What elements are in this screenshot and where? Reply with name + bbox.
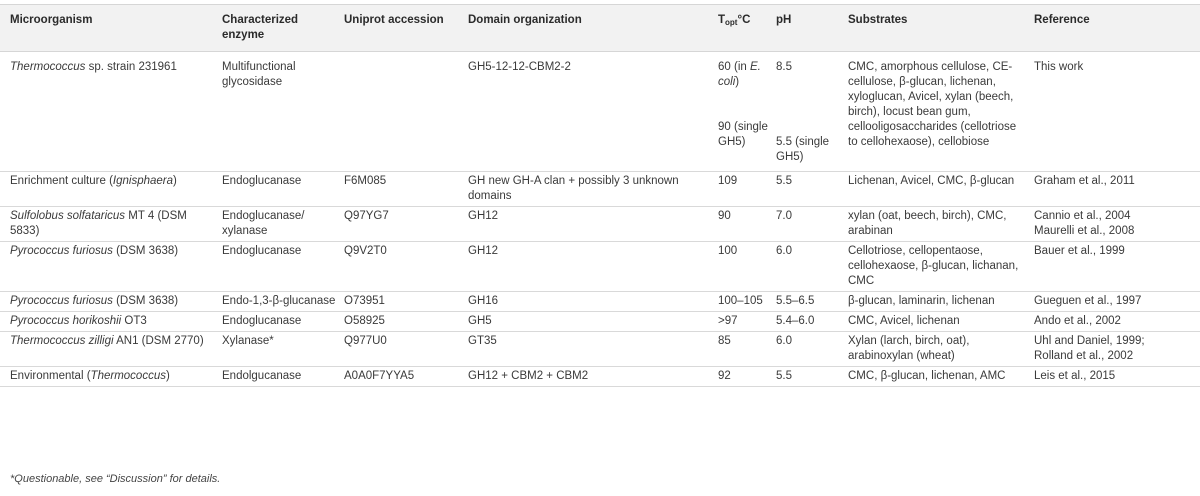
- cell-ph-single: 5.5 (single GH5): [776, 136, 830, 163]
- col-header-substrates: Substrates: [844, 5, 1030, 52]
- cell-ph: 5.5: [772, 172, 844, 207]
- cell-domain: GH5: [464, 312, 714, 332]
- cell-substrates: Xylan (larch, birch, oat), arabinoxylan (wheat): [844, 332, 1030, 367]
- cell-enzyme: Xylanase*: [218, 332, 340, 367]
- cell-substrates: Cellotriose, cellopentaose, cellohexaose, β-glucan, lichanan, CMC: [844, 242, 1030, 292]
- cell-topt: 92: [714, 367, 772, 387]
- col-header-enzyme: Characterized enzyme: [218, 5, 340, 52]
- cell-enzyme: Multifunctional glycosidase: [218, 52, 340, 172]
- cell-microorganism: Pyrococcus furiosus (DSM 3638): [0, 242, 218, 292]
- table-row: [0, 292, 1200, 312]
- cell-domain: GT35: [464, 332, 714, 367]
- cell-uniprot: O58925: [340, 312, 464, 332]
- cell-domain: GH12 + CBM2 + CBM2: [464, 367, 714, 387]
- cell-reference: Leis et al., 2015: [1030, 367, 1200, 387]
- cell-enzyme: Endolgucanase: [218, 367, 340, 387]
- cell-enzyme: Endoglucanase/ xylanase: [218, 207, 340, 242]
- cell-substrates: CMC, β-glucan, lichenan, AMC: [844, 367, 1030, 387]
- cell-topt: 100: [714, 242, 772, 292]
- cell-ph: 6.0: [772, 242, 844, 292]
- cell-uniprot: Q977U0: [340, 332, 464, 367]
- cell-topt-single: 90 (single GH5): [718, 121, 768, 148]
- cell-reference: Bauer et al., 1999: [1030, 242, 1200, 292]
- cell-domain: GH new GH-A clan + possibly 3 unknown domains: [464, 172, 714, 207]
- cell-reference: Cannio et al., 2004 Maurelli et al., 2008: [1030, 207, 1200, 242]
- enzyme-table: [0, 4, 1200, 387]
- table-row: [0, 242, 1200, 292]
- cell-uniprot: Q9V2T0: [340, 242, 464, 292]
- cell-uniprot: O73951: [340, 292, 464, 312]
- cell-domain: GH12: [464, 242, 714, 292]
- cell-reference: This work: [1030, 52, 1200, 172]
- table-row: [0, 312, 1200, 332]
- cell-microorganism: Enrichment culture (Ignisphaera): [0, 172, 218, 207]
- table-row: [0, 172, 1200, 207]
- col-header-uniprot: Uniprot accession: [340, 5, 464, 52]
- cell-domain: GH16: [464, 292, 714, 312]
- table-header-row: [0, 5, 1200, 52]
- cell-ph: 5.5–6.5: [772, 292, 844, 312]
- col-header-ph: pH: [772, 5, 844, 52]
- cell-reference: Gueguen et al., 1997: [1030, 292, 1200, 312]
- cell-topt: 109: [714, 172, 772, 207]
- cell-reference: Uhl and Daniel, 1999; Rolland et al., 2002: [1030, 332, 1200, 367]
- col-header-microorganism: Microorganism: [0, 5, 218, 52]
- cell-ph: 5.4–6.0: [772, 312, 844, 332]
- table-row: [0, 367, 1200, 387]
- cell-topt: >97: [714, 312, 772, 332]
- cell-uniprot: [340, 52, 464, 172]
- cell-topt: 60 (in E. coli) 90 (single GH5): [714, 52, 772, 172]
- cell-enzyme: Endo-1,3-β-glucanase: [218, 292, 340, 312]
- table-row: [0, 332, 1200, 367]
- cell-microorganism: Thermococcus zilligi AN1 (DSM 2770): [0, 332, 218, 367]
- cell-substrates: CMC, amorphous cellulose, CE-cellulose, β-glucan, lichenan, xyloglucan, Avicel, xylan (beech, birch), locust bean gum, cellooligosaccharides (cellotriose to cellohexaose), cellobiose: [844, 52, 1030, 172]
- cell-substrates: β-glucan, laminarin, lichenan: [844, 292, 1030, 312]
- cell-topt: 100–105: [714, 292, 772, 312]
- cell-microorganism: Pyrococcus horikoshii OT3: [0, 312, 218, 332]
- cell-uniprot: A0A0F7YYA5: [340, 367, 464, 387]
- cell-ph: 8.5 5.5 (single GH5): [772, 52, 844, 172]
- cell-microorganism: Sulfolobus solfataricus MT 4 (DSM 5833): [0, 207, 218, 242]
- table-row: [0, 207, 1200, 242]
- cell-topt: 90: [714, 207, 772, 242]
- cell-substrates: CMC, Avicel, lichenan: [844, 312, 1030, 332]
- cell-uniprot: Q97YG7: [340, 207, 464, 242]
- cell-substrates: Lichenan, Avicel, CMC, β-glucan: [844, 172, 1030, 207]
- table-row: [0, 52, 1200, 172]
- cell-topt: 85: [714, 332, 772, 367]
- cell-enzyme: Endoglucanase: [218, 242, 340, 292]
- cell-reference: Ando et al., 2002: [1030, 312, 1200, 332]
- cell-enzyme: Endoglucanase: [218, 172, 340, 207]
- col-header-domain: Domain organization: [464, 5, 714, 52]
- cell-microorganism: Pyrococcus furiosus (DSM 3638): [0, 292, 218, 312]
- cell-uniprot: F6M085: [340, 172, 464, 207]
- cell-enzyme: Endoglucanase: [218, 312, 340, 332]
- cell-substrates: xylan (oat, beech, birch), CMC, arabinan: [844, 207, 1030, 242]
- cell-domain: GH5-12-12-CBM2-2: [464, 52, 714, 172]
- cell-domain: GH12: [464, 207, 714, 242]
- cell-ph: 6.0: [772, 332, 844, 367]
- cell-microorganism: Thermococcus sp. strain 231961: [0, 52, 218, 172]
- col-header-reference: Reference: [1030, 5, 1200, 52]
- col-header-topt: $T_{opt}^\circ C$: [714, 5, 772, 52]
- cell-ph: 7.0: [772, 207, 844, 242]
- cell-ph: 5.5: [772, 367, 844, 387]
- table-footnote: *Questionable, see “Discussion” for details.: [10, 473, 221, 485]
- cell-reference: Graham et al., 2011: [1030, 172, 1200, 207]
- cell-microorganism: Environmental (Thermococcus): [0, 367, 218, 387]
